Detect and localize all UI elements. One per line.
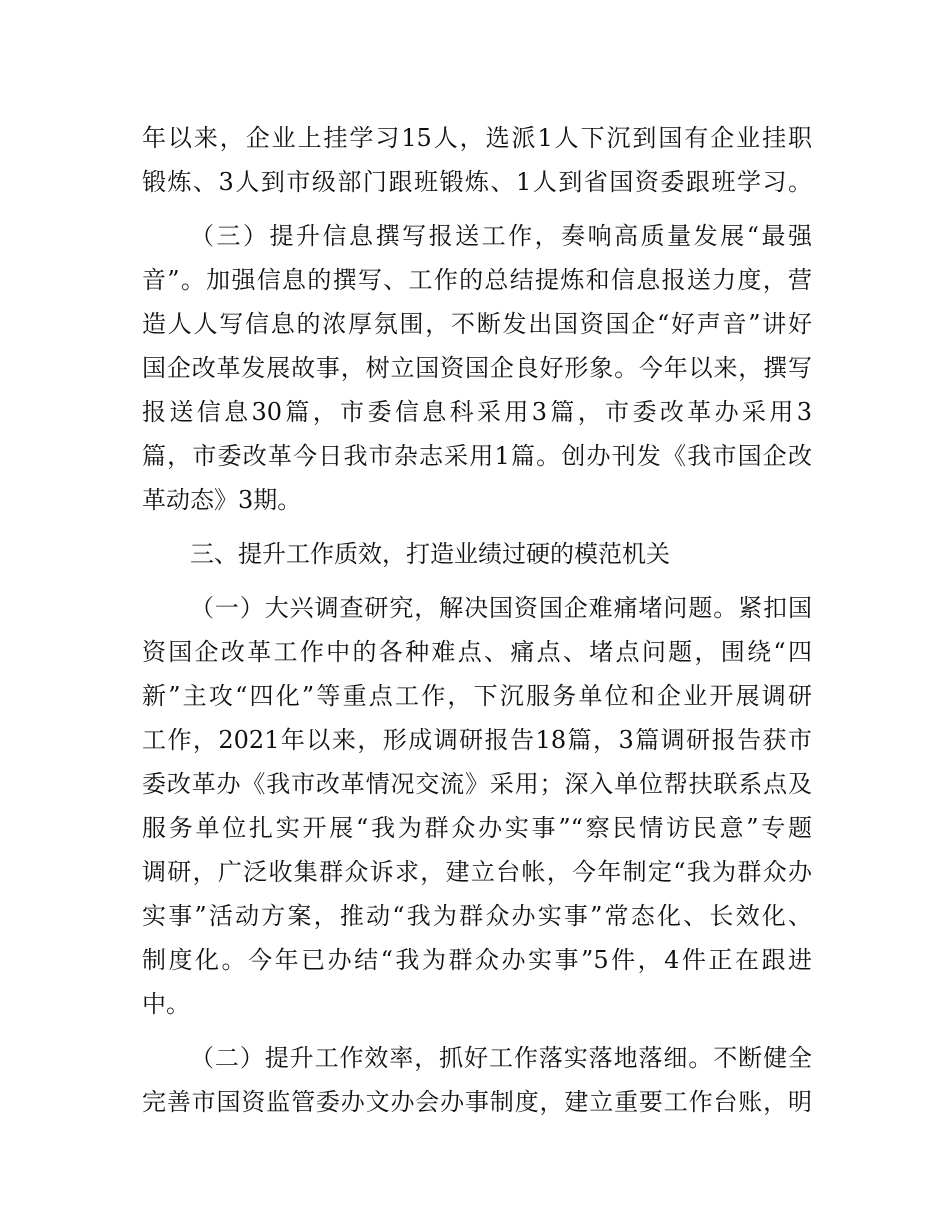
paragraph-line: 实事”活动方案，推动“我为群众办实事”常态化、长效化、 xyxy=(142,902,812,930)
paragraph-line: 中。 xyxy=(142,990,190,1018)
paragraph-line: 革动态》3期。 xyxy=(142,486,302,514)
paragraph-line: 调研，广泛收集群众诉求，建立台帐，今年制定“我为群众办 xyxy=(142,858,812,886)
paragraph-line: 资国企改革工作中的各种难点、痛点、堵点问题，围绕“四 xyxy=(142,638,812,666)
paragraph-line: 篇，市委改革今日我市杂志采用1篇。创办刊发《我市国企改 xyxy=(142,442,812,470)
paragraph-line: 服务单位扎实开展“我为群众办实事”“察民情访民意”专题 xyxy=(142,814,812,842)
section-heading-line: （二）提升工作效率，抓好工作落实落地落细。不断健全 xyxy=(190,1044,812,1072)
section-heading-line: （三）提升信息撰写报送工作，奏响高质量发展“最强 xyxy=(190,222,812,250)
paragraph-line: 制度化。今年已办结“我为群众办实事”5件，4件正在跟进 xyxy=(142,946,812,974)
paragraph-line: 锻炼、3人到市级部门跟班锻炼、1人到省国资委跟班学习。 xyxy=(142,168,812,196)
paragraph-line: 音”。加强信息的撰写、工作的总结提炼和信息报送力度，营 xyxy=(142,266,812,294)
paragraph-line: 新”主攻“四化”等重点工作，下沉服务单位和企业开展调研 xyxy=(142,682,812,710)
section-heading-line: （一）大兴调查研究，解决国资国企难痛堵问题。紧扣国 xyxy=(190,594,812,622)
paragraph-line: 造人人写信息的浓厚氛围，不断发出国资国企“好声音”讲好 xyxy=(142,310,812,338)
paragraph-line: 国企改革发展故事，树立国资国企良好形象。今年以来，撰写 xyxy=(142,354,812,382)
chapter-heading: 三、提升工作质效，打造业绩过硬的模范机关 xyxy=(190,540,670,568)
paragraph-line: 年以来，企业上挂学习15人，选派1人下沉到国有企业挂职 xyxy=(142,124,812,152)
paragraph-line: 报送信息30篇，市委信息科采用3篇，市委改革办采用3 xyxy=(142,398,812,426)
paragraph-line: 完善市国资监管委办文办会办事制度，建立重要工作台账，明 xyxy=(142,1088,812,1116)
paragraph-line: 委改革办《我市改革情况交流》采用；深入单位帮扶联系点及 xyxy=(142,770,812,798)
paragraph-line: 工作，2021年以来，形成调研报告18篇，3篇调研报告获市 xyxy=(142,726,812,754)
